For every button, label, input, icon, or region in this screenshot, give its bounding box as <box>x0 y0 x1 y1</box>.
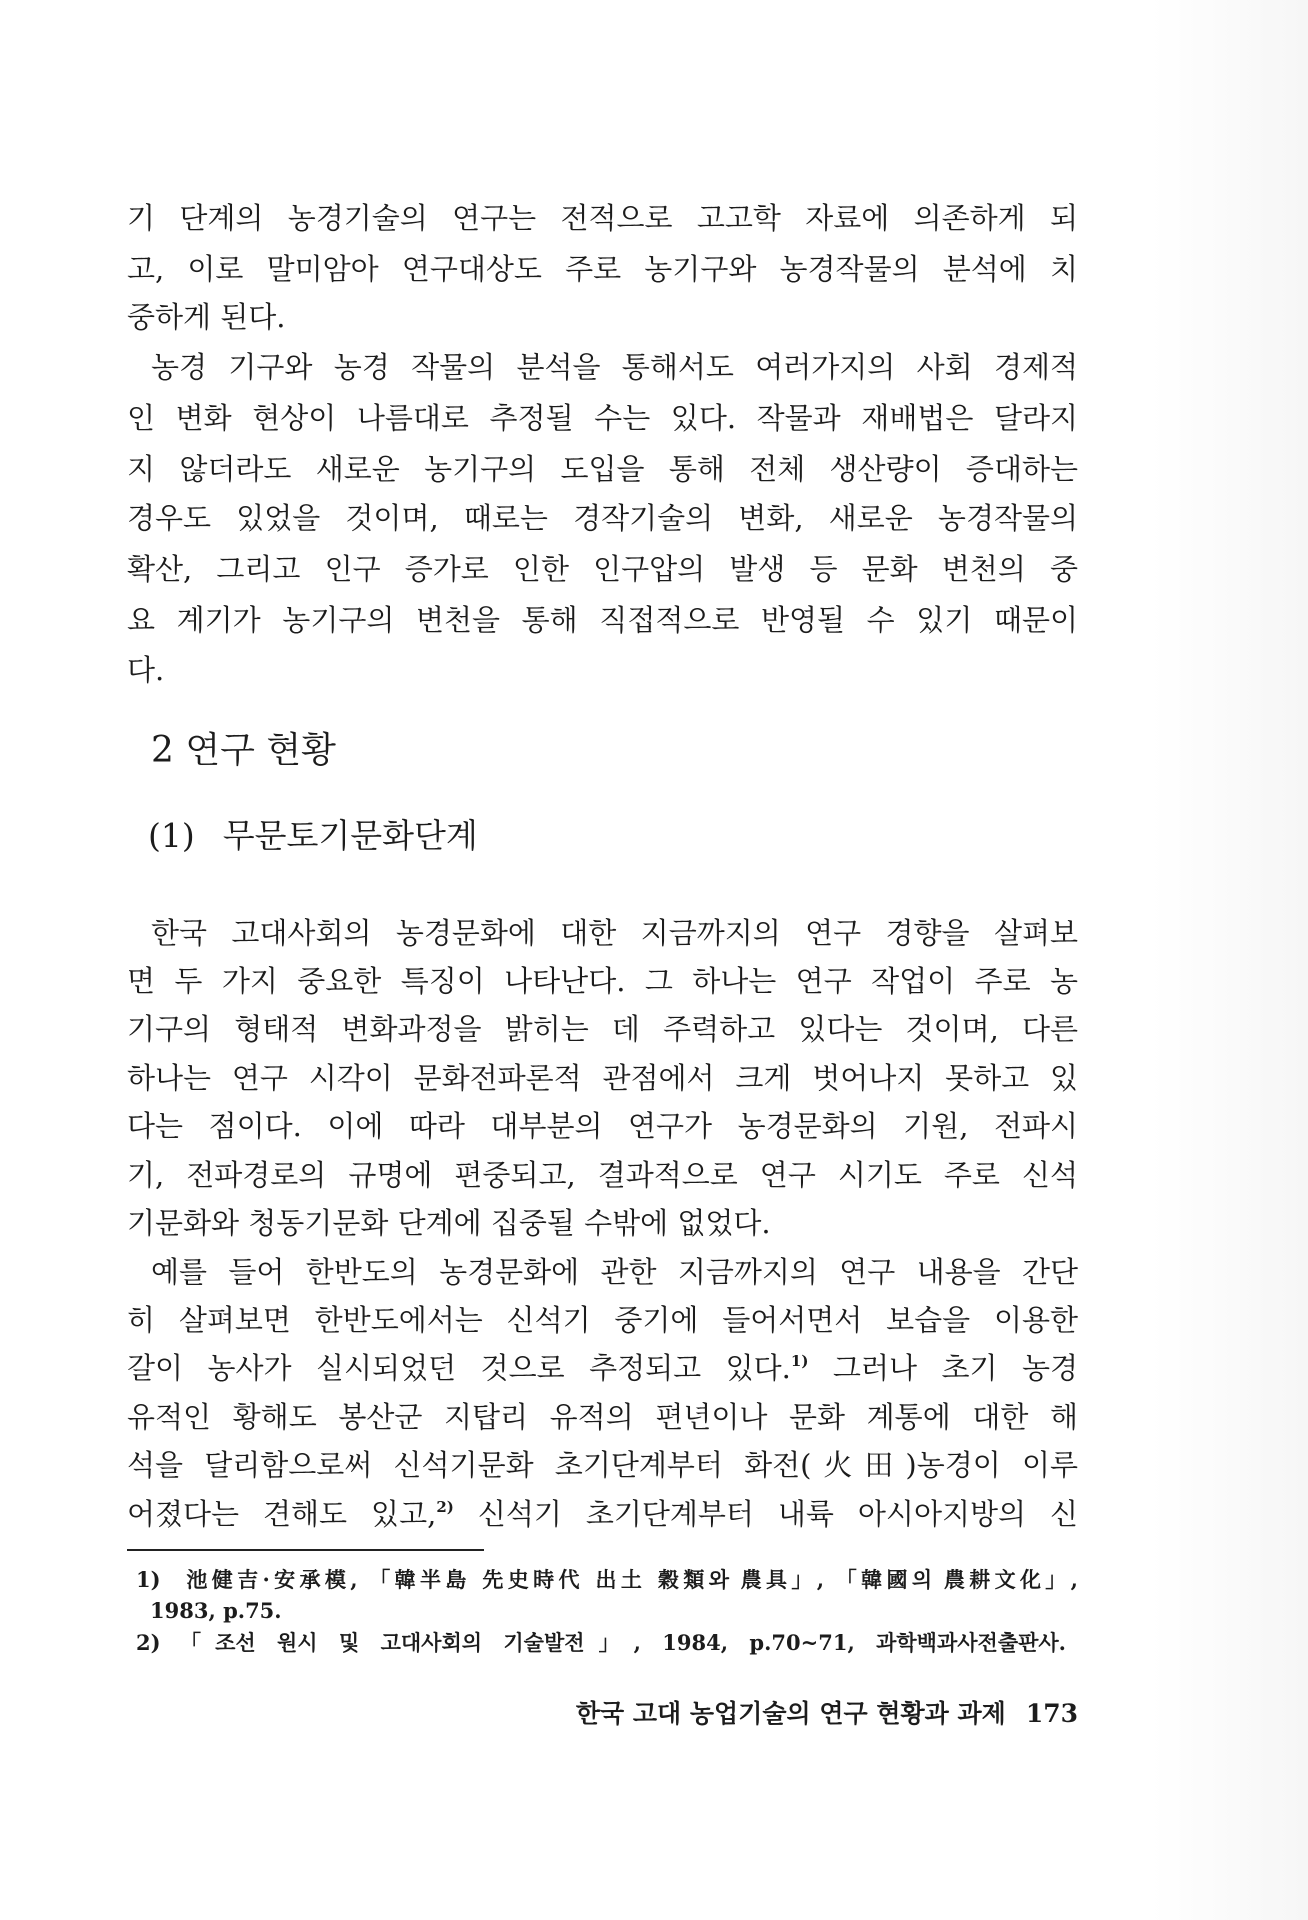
subsection-title: 무문토기문화단계 <box>222 816 478 855</box>
line-text: 그러나 초기 농경 <box>808 1351 1078 1385</box>
footnote <box>136 1628 1066 1658</box>
page-number: 173 <box>1025 1699 1078 1728</box>
body-line: 확산, 그리고 인구 증가로 인한 인구압의 발생 등 문화 변천의 중 <box>127 552 1078 586</box>
body-line: 지 않더라도 새로운 농기구의 도입을 통해 전체 생산량이 증대하는 <box>127 452 1078 486</box>
line-text: 신석기 초기단계부터 내륙 아시아지방의 신 <box>453 1497 1078 1531</box>
footnote-ref: 2) <box>436 1498 454 1516</box>
body-line: 경우도 있었을 것이며, 때로는 경작기술의 변화, 새로운 농경작물의 <box>127 501 1078 535</box>
running-title: 한국 고대 농업기술의 연구 현황과 과제 <box>575 1699 1006 1728</box>
line-text: 갈이 농사가 실시되었던 것으로 추정되고 있다. <box>127 1351 791 1385</box>
subsection-number: (1) <box>148 816 195 855</box>
running-footer <box>576 1697 1078 1731</box>
body-line: 유적인 황해도 봉산군 지탑리 유적의 편년이나 문화 계통에 대한 해 <box>127 1400 1078 1434</box>
footnote-continuation: 1983, p.75. <box>150 1598 282 1623</box>
footnote-ref: 1) <box>790 1352 809 1370</box>
body-line: 인 변화 현상이 나름대로 추정될 수는 있다. 작물과 재배법은 달라지 <box>127 401 1078 435</box>
footnote-text: 池健吉·安承模, 「韓半島 先史時代 出土 穀類와 農具」, 「韓國의 農耕文化」, <box>182 1567 1078 1592</box>
footnote <box>136 1565 1078 1595</box>
footnote-rule <box>127 1549 484 1551</box>
footnote-marker: 2) <box>136 1630 161 1655</box>
body-line: 기 단계의 농경기술의 연구는 전적으로 고고학 자료에 의존하게 되 <box>127 201 1078 235</box>
body-line: 요 계기가 농기구의 변천을 통해 직접적으로 반영될 수 있기 때문이 <box>127 603 1078 637</box>
body-line: 고, 이로 말미암아 연구대상도 주로 농기구와 농경작물의 분석에 치 <box>127 252 1078 286</box>
footnote-text: 「조선 원시 및 고대사회의 기술발전」, 1984, p.70~71, 과학백과사전출판사. <box>166 1630 1066 1655</box>
subsection-heading <box>148 811 478 861</box>
body-line: 예를 들어 한반도의 농경문화에 관한 지금까지의 연구 내용을 간단 <box>151 1255 1078 1289</box>
body-line: 다. <box>127 653 165 687</box>
body-line: 한국 고대사회의 농경문화에 대한 지금까지의 연구 경향을 살펴보 <box>151 916 1078 950</box>
body-line: 하나는 연구 시각이 문화전파론적 관점에서 크게 벗어나지 못하고 있 <box>127 1061 1078 1095</box>
body-line: 기문화와 청동기문화 단계에 집중될 수밖에 없었다. <box>127 1206 771 1240</box>
section-heading: 2 연구 현황 <box>151 730 336 771</box>
body-line: 중하게 된다. <box>127 300 286 334</box>
body-line: 면 두 가지 중요한 특징이 나타난다. 그 하나는 연구 작업이 주로 농 <box>127 964 1078 998</box>
body-line: 히 살펴보면 한반도에서는 신석기 중기에 들어서면서 보습을 이용한 <box>127 1303 1078 1337</box>
footnote-marker: 1) <box>136 1567 161 1592</box>
body-line: 기구의 형태적 변화과정을 밝히는 데 주력하고 있다는 것이며, 다른 <box>127 1012 1078 1046</box>
body-line: 농경 기구와 농경 작물의 분석을 통해서도 여러가지의 사회 경제적 <box>151 350 1078 384</box>
body-line <box>127 1343 1078 1393</box>
body-line: 기, 전파경로의 규명에 편중되고, 결과적으로 연구 시기도 주로 신석 <box>127 1158 1078 1192</box>
body-line <box>127 1489 1078 1539</box>
body-line: 석을 달리함으로써 신석기문화 초기단계부터 화전(火田)농경이 이루 <box>127 1448 1078 1482</box>
line-text: 어졌다는 견해도 있고, <box>127 1497 437 1531</box>
body-line: 다는 점이다. 이에 따라 대부분의 연구가 농경문화의 기원, 전파시 <box>127 1109 1078 1143</box>
